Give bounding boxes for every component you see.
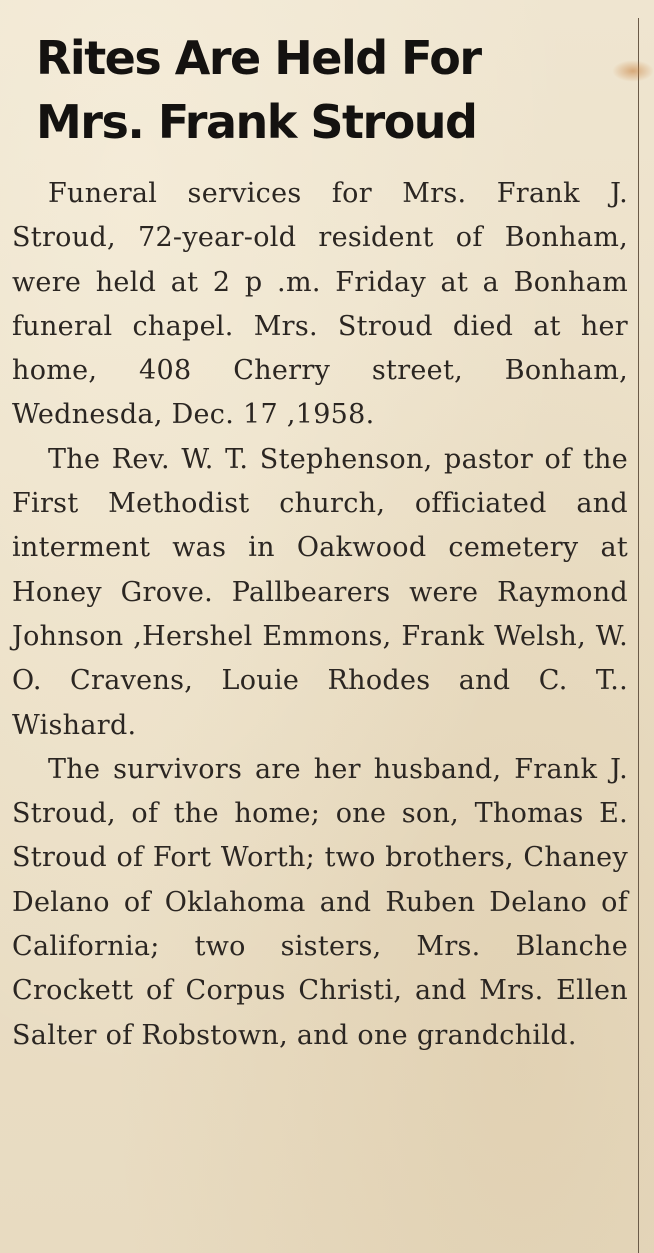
column-rule (638, 18, 639, 1253)
headline (36, 26, 626, 154)
headline-line-1: Rites Are Held For (36, 31, 481, 85)
article-body (12, 172, 628, 1058)
paragraph-funeral-services: Funeral services for Mrs. Frank J. Stroud, 72-year-old resident of Bonham, were held at 2 p .m. Friday at a Bonham funeral chapel. Mrs. Stroud died at her home, 408 Cherry street, Bonham, Wednesda, Dec. 17 ,1958. (12, 178, 628, 431)
paragraph-officiant-pallbearers: The Rev. W. T. Stephenson, pastor of the First Methodist church, officiated and interment was in Oakwood cemetery at Honey Grove. Pallbearers were Raymond Johnson ,Hershel Emmons, Frank Welsh, W. O. Cravens, Louie Rhodes and C. T.. Wishard. (12, 443, 628, 741)
paragraph-survivors: The survivors are her husband, Frank J. Stroud, of the home; one son, Thomas E. Stroud of Fort Worth; two brothers, Chaney Delano of Oklahoma and Ruben Delano of California; two sisters, Mrs. Blanche Crockett of Corpus Christi, and Mrs. Ellen Salter of Robstown, and one grandchild. (12, 753, 628, 1051)
headline-line-2: Mrs. Frank Stroud (36, 95, 477, 149)
